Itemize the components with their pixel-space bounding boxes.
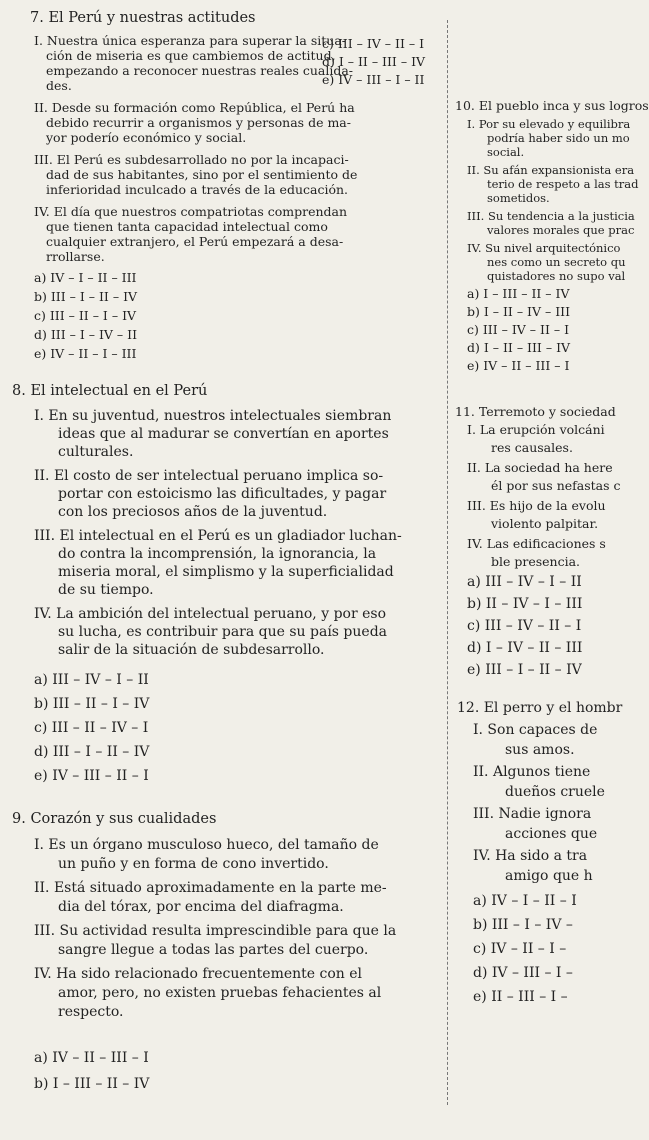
q8-s3-line3: miseria moral, el simplismo y la superficialidad <box>58 564 394 580</box>
q9-s4-line3: respecto. <box>58 1004 124 1020</box>
q7-option-c-alt[interactable]: c) III – IV – II – I <box>322 36 425 51</box>
q11-option-c[interactable]: c) III – IV – II – I <box>467 618 582 634</box>
q7-s1-line2: ción de miseria es que cambiemos de actitud, <box>46 48 336 63</box>
q9-s2-line2: dia del tórax, por encima del diafragma. <box>58 899 344 915</box>
q8-option-c[interactable]: c) III – II – IV – I <box>34 720 149 736</box>
q10-line-4: II. Su afán expansionista era <box>467 163 635 177</box>
q7-s1-line1: I. Nuestra única esperanza para superar la situa- <box>34 33 347 48</box>
q11-option-d[interactable]: d) I – IV – II – III <box>467 640 583 656</box>
q8-s4-line1: IV. La ambición del intelectual peruano, y por eso <box>34 606 387 622</box>
q9-s1-line2: un puño y en forma de cono invertido. <box>58 856 329 872</box>
q11-line-4: él por sus nefastas c <box>491 478 621 493</box>
q7-s4-line1: IV. El día que nuestros compatriotas comprendan <box>34 204 348 219</box>
q8-s3-line4: de su tiempo. <box>58 582 154 598</box>
q7-title: 7. El Perú y nuestras actitudes <box>30 10 256 26</box>
q11-line-5: III. Es hijo de la evolu <box>467 498 606 513</box>
q7-option-e-alt[interactable]: e) IV – III – I – II <box>322 72 425 87</box>
q11-option-e[interactable]: e) III – I – II – IV <box>467 662 582 678</box>
q10-option-d[interactable]: d) I – II – III – IV <box>467 340 571 355</box>
q8-s1-line1: I. En su juventud, nuestros intelectuales siembran <box>34 408 392 424</box>
q7-s2-line3: yor poderío económico y social. <box>46 130 247 145</box>
q10-option-c[interactable]: c) III – IV – II – I <box>467 322 570 337</box>
q8-title: 8. El intelectual en el Perú <box>12 383 208 399</box>
q8-s1-line3: culturales. <box>58 444 134 460</box>
q7-s4-line2: que tienen tanta capacidad intelectual como <box>46 219 328 234</box>
q9-s3-line2: sangre llegue a todas las partes del cuerpo. <box>58 942 369 958</box>
q12-option-c[interactable]: c) IV – II – I – <box>473 941 567 957</box>
q9-option-a[interactable]: a) IV – II – III – I <box>34 1050 149 1066</box>
q8-s2-line2: portar con estoicismo las dificultades, y pagar <box>58 486 387 502</box>
q7-s1-line3: empezando a reconocer nuestras reales cualida- <box>46 63 354 78</box>
q11-title: 11. Terremoto y sociedad <box>455 404 616 419</box>
q9-title: 9. Corazón y sus cualidades <box>12 811 217 827</box>
q11-line-2: res causales. <box>491 440 573 455</box>
q10-line-2: podría haber sido un mo <box>487 131 630 145</box>
q9-s3-line1: III. Su actividad resulta imprescindible para que la <box>34 923 397 939</box>
q12-line-4: dueños cruele <box>505 784 605 800</box>
q8-option-a[interactable]: a) III – IV – I – II <box>34 672 149 688</box>
q8-option-b[interactable]: b) III – II – I – IV <box>34 696 150 712</box>
q8-s2-line3: con los preciosos años de la juventud. <box>58 504 328 520</box>
q10-line-10: nes como un secreto qu <box>487 255 626 269</box>
q9-s4-line1: IV. Ha sido relacionado frecuentemente con el <box>34 966 363 982</box>
q11-option-a[interactable]: a) III – IV – I – II <box>467 574 582 590</box>
q8-option-e[interactable]: e) IV – III – II – I <box>34 768 149 784</box>
q8-s2-line1: II. El costo de ser intelectual peruano implica so- <box>34 468 384 484</box>
q10-line-3: social. <box>487 145 525 159</box>
q10-option-b[interactable]: b) I – II – IV – III <box>467 304 571 319</box>
q10-line-6: sometidos. <box>487 191 550 205</box>
q7-s2-line2: debido recurrir a organismos y personas de ma- <box>46 115 351 130</box>
q7-option-e[interactable]: e) IV – II – I – III <box>34 346 137 361</box>
q11-option-b[interactable]: b) II – IV – I – III <box>467 596 583 612</box>
q10-line-8: valores morales que prac <box>487 223 635 237</box>
q10-line-11: quistadores no supo val <box>487 269 626 283</box>
q9-s1-line1: I. Es un órgano musculoso hueco, del tamaño de <box>34 837 379 853</box>
q7-s4-line3: cualquier extranjero, el Perú empezará a desa- <box>46 234 344 249</box>
q10-line-1: I. Por su elevado y equilibra <box>467 117 631 131</box>
q12-option-b[interactable]: b) III – I – IV – <box>473 917 573 933</box>
q11-line-7: IV. Las edificaciones s <box>467 536 606 551</box>
q8-s3-line1: III. El intelectual en el Perú es un gladiador luchan- <box>34 528 402 544</box>
q10-line-7: III. Su tendencia a la justicia <box>467 209 635 223</box>
q7-option-b[interactable]: b) III – I – II – IV <box>34 289 138 304</box>
q12-option-a[interactable]: a) IV – I – II – I <box>473 893 577 909</box>
q12-line-8: amigo que h <box>505 868 593 884</box>
q7-option-c[interactable]: c) III – II – I – IV <box>34 308 137 323</box>
q8-s3-line2: do contra la incomprensión, la ignorancia, la <box>58 546 377 562</box>
q10-title: 10. El pueblo inca y sus logros <box>455 98 649 113</box>
q7-option-a[interactable]: a) IV – I – II – III <box>34 270 137 285</box>
q12-line-6: acciones que <box>505 826 598 842</box>
q8-s1-line2: ideas que al madurar se convertían en aportes <box>58 426 389 442</box>
q7-s3-line1: III. El Perú es subdesarrollado no por la incapaci- <box>34 152 349 167</box>
q8-option-d[interactable]: d) III – I – II – IV <box>34 744 150 760</box>
q9-s4-line2: amor, pero, no existen pruebas fehacientes al <box>58 985 382 1001</box>
q7-s4-line4: rrollarse. <box>46 249 105 264</box>
q12-line-2: sus amos. <box>505 742 575 758</box>
q10-line-9: IV. Su nivel arquitectónico <box>467 241 621 255</box>
q12-line-1: I. Son capaces de <box>473 722 598 738</box>
q12-option-e[interactable]: e) II – III – I – <box>473 989 568 1005</box>
column-divider <box>447 20 448 1105</box>
q12-option-d[interactable]: d) IV – III – I – <box>473 965 573 981</box>
q12-line-5: III. Nadie ignora <box>473 806 592 822</box>
q7-option-d-alt[interactable]: d) I – II – III – IV <box>322 54 426 69</box>
q12-title: 12. El perro y el hombr <box>457 700 623 716</box>
q9-s2-line1: II. Está situado aproximadamente en la parte me- <box>34 880 387 896</box>
q10-option-a[interactable]: a) I – III – II – IV <box>467 286 570 301</box>
q12-line-3: II. Algunos tiene <box>473 764 591 780</box>
q7-option-d[interactable]: d) III – I – IV – II <box>34 327 138 342</box>
q7-s3-line3: inferioridad inculcado a través de la educación. <box>46 182 348 197</box>
q9-option-b[interactable]: b) I – III – II – IV <box>34 1076 150 1092</box>
q7-s1-line4: des. <box>46 78 72 93</box>
q8-s4-line2: su lucha, es contribuir para que su país pueda <box>58 624 388 640</box>
q10-option-e[interactable]: e) IV – II – III – I <box>467 358 570 373</box>
q7-s2-line1: II. Desde su formación como República, el Perú ha <box>34 100 355 115</box>
q11-line-1: I. La erupción volcáni <box>467 422 605 437</box>
q10-line-5: terio de respeto a las trad <box>487 177 639 191</box>
q11-line-3: II. La sociedad ha here <box>467 460 613 475</box>
q11-line-8: ble presencia. <box>491 554 581 569</box>
q8-s4-line3: salir de la situación de subdesarrollo. <box>58 642 325 658</box>
q11-line-6: violento palpitar. <box>491 516 599 531</box>
q7-s3-line2: dad de sus habitantes, sino por el sentimiento de <box>46 167 358 182</box>
q12-line-7: IV. Ha sido a tra <box>473 848 588 864</box>
right-column <box>455 0 649 1140</box>
